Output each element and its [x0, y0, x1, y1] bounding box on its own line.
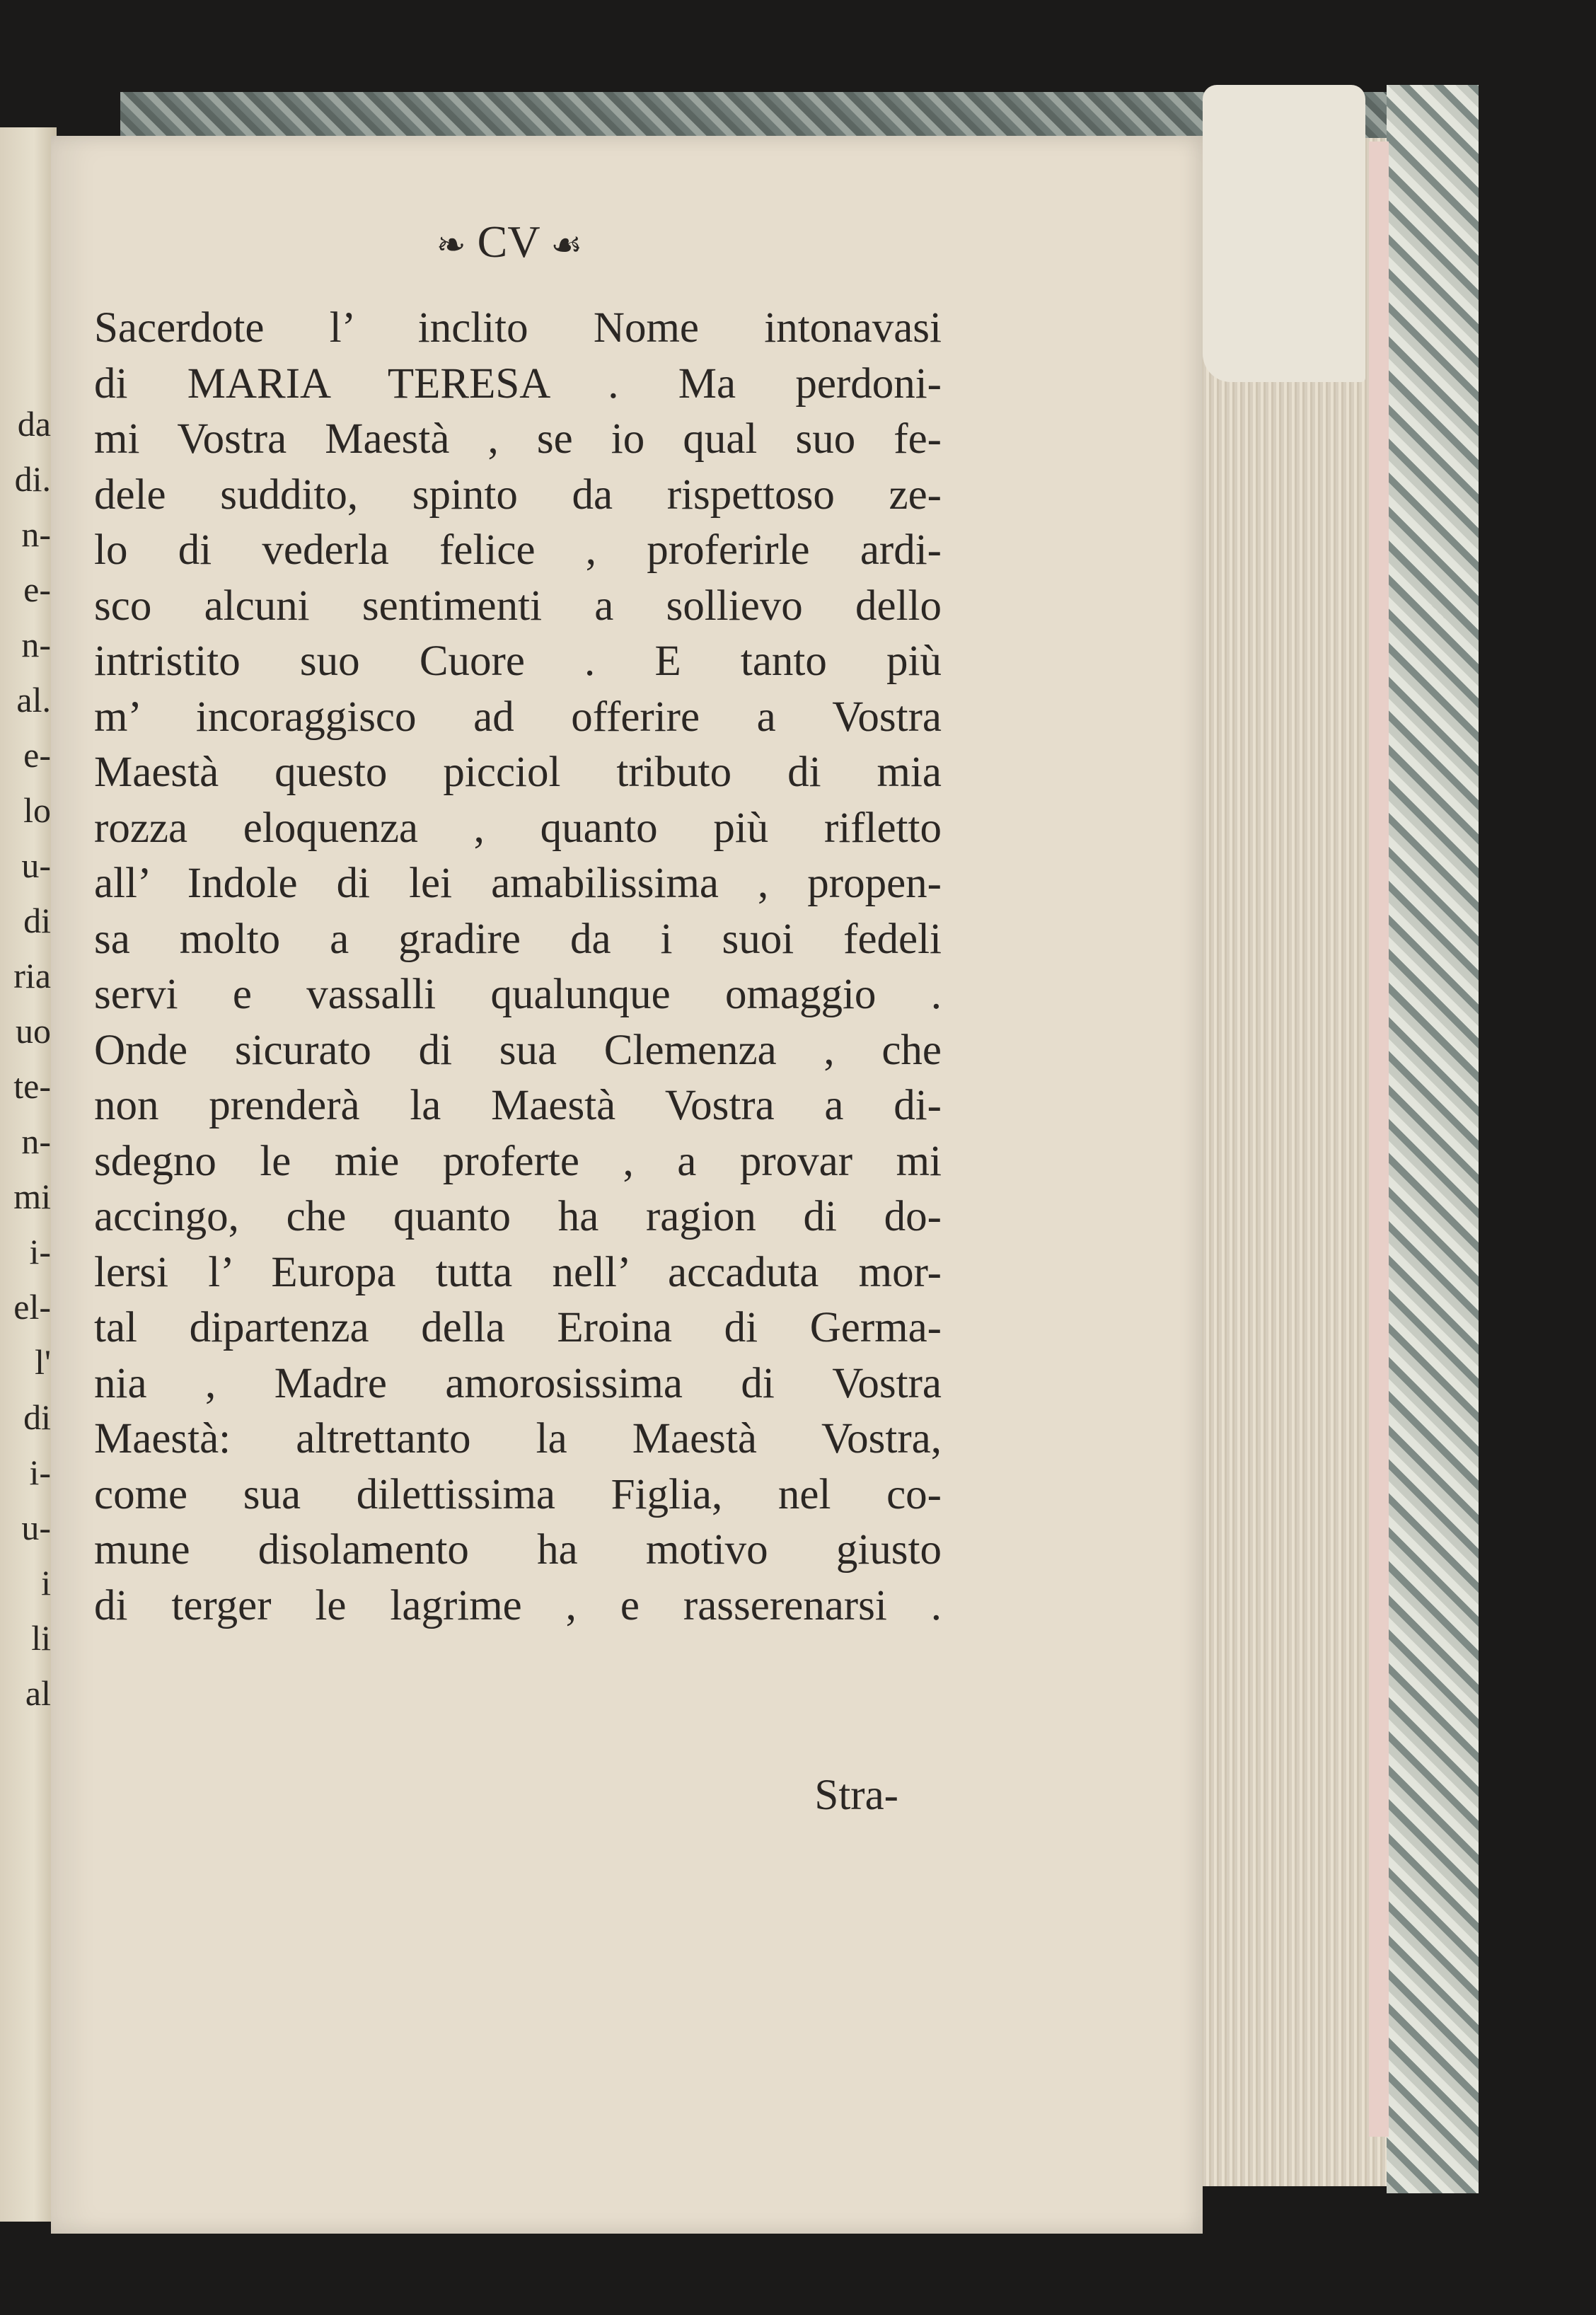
- text-line: nia , Madre amorosissima di Vostra: [94, 1359, 942, 1407]
- left-page-text-fragments: [0, 396, 51, 1721]
- left-page-fragment: n-: [21, 1121, 51, 1161]
- left-page-fragment: al: [25, 1673, 51, 1713]
- text-line: sa molto a gradire da i suoi fedeli: [94, 915, 942, 963]
- text-line: all’ Indole di lei amabilissima , propen-: [94, 860, 942, 907]
- text-line: tal dipartenza della Eroina di Germa-: [94, 1304, 942, 1351]
- text-line: Onde sicurato di sua Clemenza , che: [94, 1026, 942, 1074]
- left-page-fragment: l': [35, 1342, 51, 1382]
- text-line: m’ incoraggisco ad offerire a Vostra: [94, 693, 942, 741]
- left-page-fragment: n-: [21, 514, 51, 554]
- page-number: CV: [477, 217, 540, 267]
- text-line: servi e vassalli qualunque omaggio .: [94, 971, 942, 1018]
- left-page-fragment: i: [41, 1563, 51, 1603]
- text-line: sco alcuni sentimenti a sollievo dello: [94, 582, 942, 630]
- text-line: accingo, che quanto ha ragion di do-: [94, 1193, 942, 1240]
- left-page-fragment: da: [17, 404, 51, 444]
- text-line: Maestà questo picciol tributo di mia: [94, 749, 942, 796]
- text-line: Sacerdote l’ inclito Nome intonavasi: [94, 304, 942, 352]
- left-page-fragment: li: [31, 1618, 51, 1658]
- catchword: Stra-: [814, 1772, 898, 1819]
- left-page-fragment: i-: [29, 1232, 51, 1271]
- left-page-fragment: ria: [13, 956, 51, 995]
- text-line: mi Vostra Maestà , se io qual suo fe-: [94, 415, 942, 463]
- left-page-fragment: di: [23, 901, 51, 940]
- text-line: intristito suo Cuore . E tanto più: [94, 637, 942, 685]
- text-line: dele suddito, spinto da rispettoso ze-: [94, 470, 942, 519]
- left-page-fragment: di: [23, 1397, 51, 1437]
- text-line: Maestà: altrettanto la Maestà Vostra,: [94, 1415, 942, 1462]
- left-page-fragment: el-: [13, 1287, 51, 1327]
- book-cover-right: [1387, 85, 1479, 2193]
- text-line: di MARIA TERESA . Ma perdoni-: [94, 359, 942, 408]
- page-edges: [1196, 138, 1387, 2186]
- left-page-fragment: e-: [23, 735, 51, 775]
- left-page-fragment: u-: [21, 845, 51, 885]
- left-page-fragment: n-: [21, 625, 51, 664]
- page-header: [368, 200, 651, 284]
- text-line: lo di vederla felice , proferirle ardi-: [94, 526, 942, 574]
- text-line: di terger le lagrime , e rasserenarsi .: [94, 1581, 942, 1629]
- text-line: come sua dilettissima Figlia, nel co-: [94, 1470, 942, 1518]
- left-page-fragment: uo: [16, 1011, 51, 1051]
- text-line: lersi l’ Europa tutta nell’ accaduta mor-: [94, 1248, 942, 1296]
- left-page-fragment: di.: [14, 459, 51, 499]
- text-line: non prenderà la Maestà Vostra a di-: [94, 1082, 942, 1129]
- text-line: mune disolamento ha motivo giusto: [94, 1526, 942, 1574]
- left-page-fragment: te-: [13, 1066, 51, 1106]
- paper-slip: [1203, 85, 1365, 382]
- left-page-fragment: e-: [23, 570, 51, 609]
- left-page-fragment: al.: [16, 680, 51, 720]
- body-text: [94, 301, 942, 1634]
- page-edge-pink: [1369, 142, 1389, 2137]
- right-ornament: ☙: [550, 225, 583, 265]
- left-page-fragment: lo: [23, 790, 51, 830]
- text-line: rozza eloquenza , quanto più rifletto: [94, 804, 942, 852]
- left-ornament: ❧: [436, 225, 466, 265]
- left-page-fragment: u-: [21, 1508, 51, 1547]
- left-page-fragment: i-: [29, 1453, 51, 1492]
- text-line: sdegno le mie proferte , a provar mi: [94, 1137, 942, 1185]
- left-page-fragment: mi: [13, 1177, 51, 1216]
